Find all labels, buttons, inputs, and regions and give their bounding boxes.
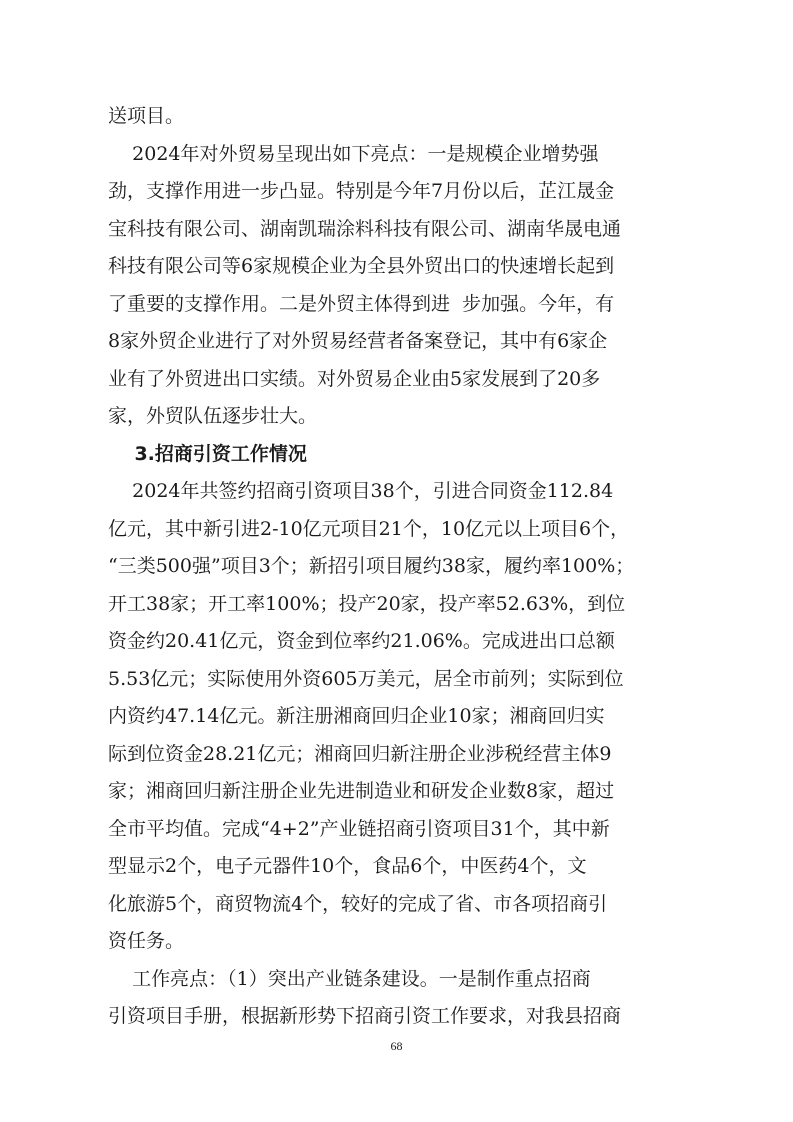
text-line: “三类500强”项目3个；新招引项目履约38家，履约率100%； [108,555,635,577]
text-line: 际到位资金28.21亿元；湘商回归新注册企业涉税经营主体9 [108,742,612,765]
text-line: 引资项目手册，根据新形势下招商引资工作要求，对我县招商 [108,1005,622,1027]
text-line: 2024年对外贸易呈现出如下亮点：一是规模企业增势强 [108,142,599,165]
text-line: 开工38家；开工率100%；投产20家，投产率52.63%，到位 [108,592,626,615]
text-line: 工作亮点：（1）突出产业链条建设。一是制作重点招商 [108,967,591,990]
text-line: 亿元，其中新引进2-10亿元项目21个，10亿元以上项目6个， [108,517,630,540]
text-line: 型显示2个，电子元器件10个，食品6个，中医药4个，文 [108,855,587,877]
text-line: 2024年共签约招商引资项目38个，引进合同资金112.84 [108,480,614,502]
text-line: 全市平均值。完成“4+2”产业链招商引资项目31个，其中新 [108,817,610,840]
text-line: 8家外贸企业进行了对外贸易经营者备案登记，其中有6家企 [108,330,608,352]
text-line: 科技有限公司等6家规模企业为全县外贸出口的快速增长起到 [108,255,615,277]
text-line: 家，外贸队伍逐步壮大。 [108,405,318,427]
text-line: 了重要的支撑作用。二是外贸主体得到进 步加强。今年，有 [108,292,615,315]
text-line: 内资约47.14亿元。新注册湘商回归企业10家；湘商回归实 [108,705,605,727]
text-line: 业有了外贸进出口实绩。对外贸易企业由5家发展到了20多 [108,367,601,390]
page-body [108,98,708,1036]
text-line: 宝科技有限公司、湖南凯瑞涂料科技有限公司、湖南华晟电通 [108,217,622,240]
text-line: 资金约20.41亿元，资金到位率约21.06%。完成进出口总额 [108,630,615,652]
text-line: 化旅游5个，商贸物流4个，较好的完成了省、市各项招商引 [108,892,608,915]
text-line: 劲，支撑作用进一步凸显。特别是今年7月份以后，芷江晟金 [108,180,615,202]
text-line: 送项目。 [108,105,185,127]
text-line: 家；湘商回归新注册企业先进制造业和研发企业数8家，超过 [108,780,615,802]
page-number: 68 [390,1039,403,1053]
section-heading: 3.招商引资工作情况 [108,442,307,465]
text-line: 资任务。 [108,930,185,952]
text-line: 5.53亿元；实际使用外资605万美元，居全市前列；实际到位 [108,667,624,690]
